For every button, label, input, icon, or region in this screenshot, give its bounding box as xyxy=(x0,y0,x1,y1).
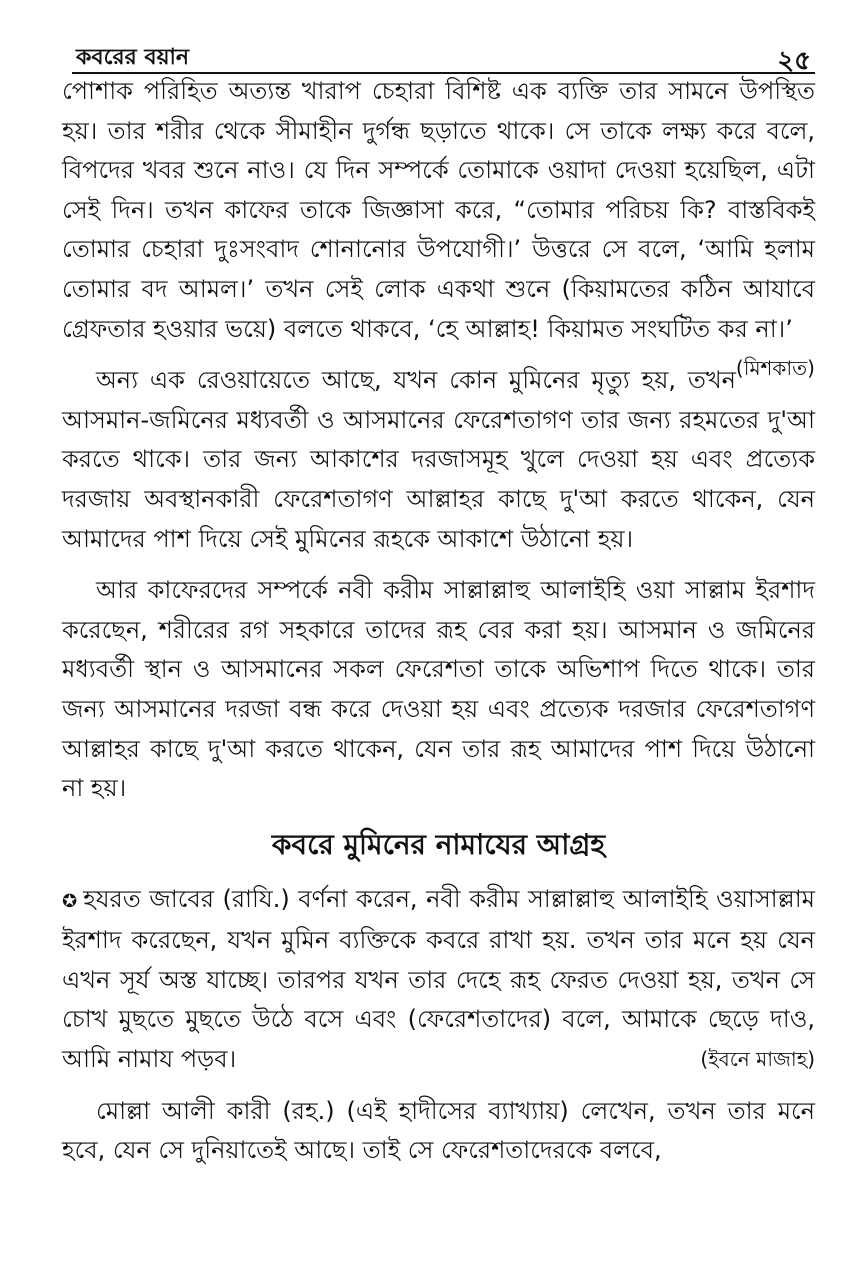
section-heading: কবরে মুমিনের নামাযের আগ্রহ xyxy=(271,827,606,861)
star-bullet-icon: ✪ xyxy=(62,890,78,912)
body-text xyxy=(62,72,815,1171)
page-number: ২৫ xyxy=(777,46,811,76)
paragraph-2: অন্য এক রেওয়ায়েতে আছে, যখন কোন মুমিনের মৃত্যু হয়, তখন আসমান-জমিনের মধ্যবর্তী ও আসমানের ফেরেশতাগণ তার জন্য রহমতের দু'আ করতে থাকে। তার জন্য আকাশের দরজাসমূহ খুলে দেওয়া হয় এবং প্রত্যেক দরজায় অবস্থানকারী ফেরেশতাগণ আল্লাহর কাছে দু'আ করতে থাকেন, যেন আমাদের পাশ দিয়ে সেই মুমিনের রূহকে আকাশে উঠানো হয়। xyxy=(62,366,815,553)
source-citation-mishkat: (মিশকাত) xyxy=(735,356,815,381)
paragraph-3: আর কাফেরদের সম্পর্কে নবী করীম সাল্লাল্লাহু আলাইহি ওয়া সাল্লাম ইরশাদ করেছেন, শরীরের রগ সহকারে তাদের রূহ বের করা হয়। আসমান ও জমিনের মধ্যবর্তী স্থান ও আসমানের সকল ফেরেশতা তাকে অভিশাপ দিতে থাকে। তার জন্য আসমানের দরজা বন্ধ করে দেওয়া হয় এবং প্রত্যেক দরজার ফেরেশতাগণ আল্লাহর কাছে দু'আ করতে থাকেন, যেন তার রূহ আমাদের পাশ দিয়ে উঠানো না হয়। xyxy=(62,576,815,803)
page-header xyxy=(62,0,815,76)
paragraph-5: মোল্লা আলী কারী (রহ.) (এই হাদীসের ব্যাখ্যায়) লেখেন, তখন তার মনে হবে, যেন সে দুনিয়াতেই আছে। তাই সে ফেরেশতাদেরকে বলবে, xyxy=(62,1096,815,1165)
paragraph-4-text: হযরত জাবের (রাযি.) বর্ণনা করেন, নবী করীম সাল্লাল্লাহু আলাইহি ওয়াসাল্লাম ইরশাদ করেছেন, যখন মুমিন ব্যক্তিকে কবরে রাখা হয়. তখন তার মনে হয় যেন এখন সূর্য অস্ত যাচ্ছে। তারপর যখন তার দেহে রূহ ফেরত দেওয়া হয়, তখন সে চোখ মুছতে মুছতে উঠে বসে এবং (ফেরেশতাদের) বলে, আমাকে ছেড়ে দাও, আমি নামায পড়ব। xyxy=(62,884,815,1074)
source-citation-ibn-majah: (ইবনে মাজাহ) xyxy=(700,1047,815,1072)
paragraph-1 xyxy=(62,72,815,381)
paragraph-4 xyxy=(62,880,815,1080)
running-title: কবরের বয়ান xyxy=(76,45,190,70)
header-rule xyxy=(72,72,815,74)
paragraph-1-text: পোশাক পরিহিত অত্যন্ত খারাপ চেহারা বিশিষ্ট এক ব্যক্তি তার সামনে উপস্থিত হয়। তার শরীর থেকে সীমাহীন দুর্গন্ধ ছড়াতে থাকে। সে তাকে লক্ষ্য করে বলে, বিপদের খবর শুনে নাও। যে দিন সম্পর্কে তোমাকে ওয়াদা দেওয়া হয়েছিল, এটা সেই দিন। তখন কাফের তাকে জিজ্ঞাসা করে, “তোমার পরিচয় কি? বাস্তবিকই তোমার চেহারা দুঃসংবাদ শোনানোর উপযোগী।’ উত্তরে সে বলে, ‘আমি হলাম তোমার বদ আমল।’ তখন সেই লোক একথা শুনে (কিয়ামতের কঠিন আযাবে গ্রেফতার হওয়ার ভয়ে) বলতে থাকবে, ‘হে আল্লাহ! কিয়ামত সংঘটিত কর না।’ xyxy=(62,77,815,343)
